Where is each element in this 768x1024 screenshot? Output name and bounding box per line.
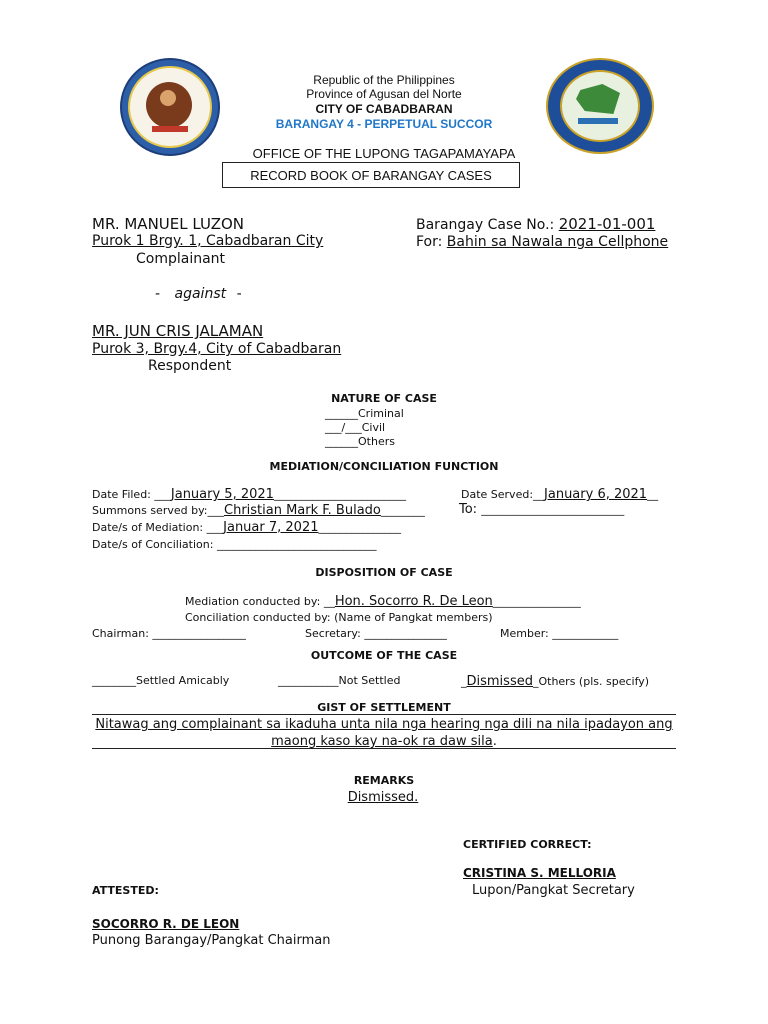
complainant-address: Purok 1 Brgy. 1, Cabadbaran City: [92, 233, 324, 249]
conciliation-by: Conciliation conducted by: (Name of Pangkat members): [185, 611, 493, 624]
to-value: __________________________: [481, 503, 625, 516]
summons-value: Christian Mark F. Bulado: [224, 503, 381, 518]
blank-line: __: [647, 488, 659, 501]
mediation-by-row: [185, 594, 581, 609]
nature-others: ______Others: [325, 435, 395, 448]
gist-line-2: maong kaso kay na-ok ra daw sila: [271, 734, 493, 749]
case-for-value: Bahin sa Nawala nga Cellphone: [446, 234, 669, 250]
against-dash: -: [236, 286, 242, 302]
secretary-name: CRISTINA S. MELLORIA: [463, 866, 616, 880]
date-filed-label: Date Filed:: [92, 488, 155, 501]
disposition-title: DISPOSITION OF CASE: [315, 566, 453, 579]
chairman-role: Punong Barangay/Pangkat Chairman: [92, 933, 331, 948]
to-label: To:: [459, 502, 482, 517]
blank-line: ___: [206, 521, 224, 534]
header-city: CITY OF CABADBARAN: [315, 102, 453, 116]
case-for-label: For:: [416, 234, 447, 250]
record-book-title: RECORD BOOK OF BARANGAY CASES: [250, 168, 492, 183]
secretary-field: Secretary: _______________: [305, 627, 447, 640]
remarks-title: REMARKS: [353, 774, 415, 787]
blank-line: ________________: [492, 595, 581, 608]
nature-title: NATURE OF CASE: [331, 392, 437, 405]
case-for-row: [416, 234, 668, 250]
certified-correct-label: CERTIFIED CORRECT:: [463, 838, 592, 851]
mediation-date-value: Januar 7, 2021: [223, 520, 319, 535]
respondent-role: Respondent: [148, 358, 232, 374]
summons-row: [92, 503, 425, 518]
outcome-not-settled: ___________Not Settled: [278, 674, 401, 687]
respondent-address: Purok 3, Brgy.4, City of Cabadbaran: [92, 341, 342, 357]
respondent-name: MR. JUN CRIS JALAMAN: [92, 322, 264, 340]
blank-line: ___: [207, 504, 224, 517]
conciliation-dates-row: [92, 538, 376, 551]
outcome-others-label: _Others (pls. specify): [532, 675, 650, 688]
case-number-row: [416, 215, 655, 233]
complainant-name: MR. MANUEL LUZON: [92, 215, 244, 233]
attested-label: ATTESTED:: [92, 884, 159, 897]
mediation-title: MEDIATION/CONCILIATION FUNCTION: [269, 460, 499, 473]
nature-criminal: ______Criminal: [325, 407, 404, 420]
member-field: Member: ____________: [500, 627, 619, 640]
date-served-row: [461, 487, 658, 502]
blank-line: _: [461, 675, 467, 688]
blank-line: _______________: [318, 521, 401, 534]
outcome-title: OUTCOME OF THE CASE: [310, 649, 458, 662]
against-word: against: [174, 286, 227, 302]
header-line-republic: Republic of the Philippines: [313, 73, 455, 87]
gist-line-1: Nitawag ang complainant sa ikaduha unta nila nga hearing nga dili na nila ipadayon ang: [95, 717, 673, 732]
summons-label: Summons served by:: [92, 504, 208, 517]
chairman-name: SOCORRO R. DE LEON: [92, 917, 240, 931]
header-barangay: BARANGAY 4 - PERPETUAL SUCCOR: [275, 117, 493, 131]
gist-top-rule: [92, 714, 676, 715]
chairman-field: Chairman: _________________: [92, 627, 246, 640]
mediation-dates-label: Date/s of Mediation:: [92, 521, 207, 534]
remarks-value: Dismissed.: [347, 790, 419, 805]
date-served-label: Date Served:: [461, 488, 534, 501]
secretary-role: Lupon/Pangkat Secretary: [472, 883, 635, 898]
date-served-value: January 6, 2021: [544, 487, 648, 502]
blank-line: ________: [380, 504, 425, 517]
office-title: OFFICE OF THE LUPONG TAGAPAMAYAPA: [252, 146, 516, 161]
gist-bottom-rule: [92, 748, 676, 749]
complainant-role: Complainant: [136, 251, 226, 267]
header-line-province: Province of Agusan del Norte: [306, 87, 462, 101]
blank-line: __: [323, 595, 335, 608]
outcome-settled: ________Settled Amicably: [92, 674, 230, 687]
conciliation-dates-value: _____________________________: [216, 538, 377, 551]
date-filed-row: [92, 487, 406, 502]
outcome-dismissed-value: Dismissed: [466, 674, 533, 689]
mediation-by-label: Mediation conducted by:: [185, 595, 324, 608]
mediation-dates-row: [92, 520, 401, 535]
blank-line: ___: [154, 488, 171, 501]
mediation-by-value: Hon. Socorro R. De Leon: [334, 594, 493, 609]
gist-line-2-wrap: maong kaso kay na-ok ra daw sila.: [271, 734, 497, 749]
date-filed-value: January 5, 2021: [170, 487, 274, 502]
against-line: [155, 286, 242, 302]
conciliation-dates-label: Date/s of Conciliation:: [92, 538, 217, 551]
blank-line: __: [533, 488, 545, 501]
gist-title: GIST OF SETTLEMENT: [317, 701, 451, 714]
case-number-label: Barangay Case No.:: [416, 217, 559, 233]
case-number: 2021-01-001: [558, 215, 656, 233]
outcome-dismissed-row: [461, 674, 649, 689]
against-dash: -: [155, 286, 161, 302]
nature-civil: ___/___Civil: [325, 421, 386, 434]
summons-to-row: [459, 502, 624, 517]
blank-line: ________________________: [273, 488, 406, 501]
